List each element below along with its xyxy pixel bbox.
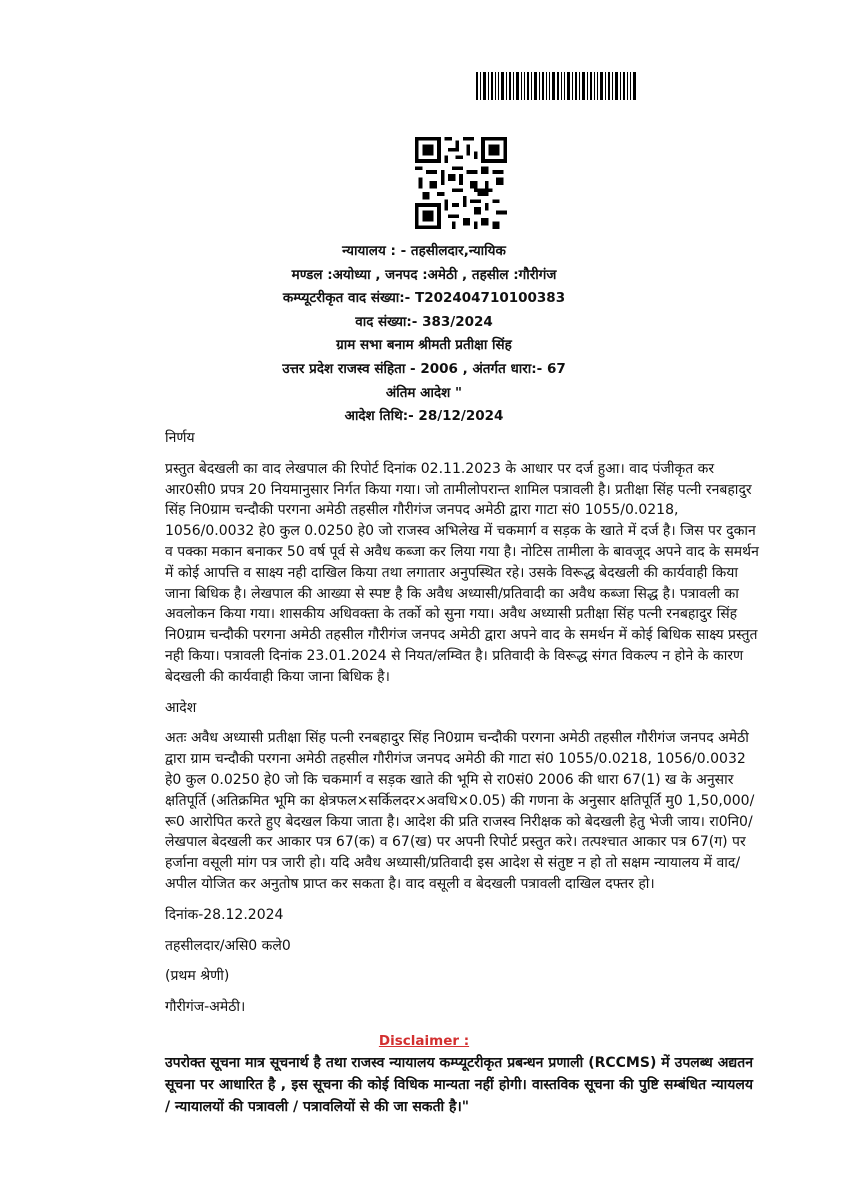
- signature-designation: तहसीलदार/असि0 कले0: [165, 937, 291, 954]
- act-section: उत्तर प्रदेश राजस्व संहिता - 2006 , अंतर्गत धारा:- 67: [282, 360, 566, 377]
- case-number: वाद संख्या:- 383/2024: [355, 313, 493, 330]
- disclaimer-text: उपरोक्त सूचना मात्र सूचनार्थ है तथा राजस्व न्यायालय कम्प्यूटरीकृत प्रबन्धन प्रणाली (RCCMS) में उपलब्ध अद्यतन सूचना पर आधारित है , इस सूचना की कोई विधिक मान्यता नहीं होगी। वास्तविक सूचना की पुष्टि सम्बंधित न्यायलय / न्यायालयों की पत्रावली / पत्रावलियों से की जा सकती है।": [165, 1055, 753, 1115]
- court-name: न्यायालय : - तहसीलदार,न्यायिक: [342, 243, 506, 259]
- decision-heading: निर्णय: [165, 430, 195, 446]
- case-header: [0, 240, 848, 429]
- division-district-tehsil: मण्डल :अयोध्या , जनपद :अमेठी , तहसील :गौरीगंज: [291, 266, 557, 283]
- order-heading: आदेश: [165, 699, 197, 716]
- order-type: अंतिम आदेश ": [385, 384, 463, 401]
- signature-date: दिनांक-28.12.2024: [165, 906, 284, 923]
- disclaimer-title: Disclaimer :: [378, 1033, 470, 1049]
- case-parties: ग्राम सभा बनाम श्रीमती प्रतीक्षा सिंह: [336, 337, 512, 354]
- qr-code: [415, 137, 507, 229]
- order-date: आदेश तिथि:- 28/12/2024: [344, 408, 504, 425]
- decision-text: प्रस्तुत बेदखली का वाद लेखपाल की रिपोर्ट दिनांक 02.11.2023 के आधार पर दर्ज हुआ। वाद पंजीकृत कर आर0सी0 प्रपत्र 20 नियमानुसार निर्गत किया गया। जो तामीलोपरान्त शामिल पत्रावली है। प्रतीक्षा सिंह पत्नी रनबहादुर सिंह नि0ग्राम चन्दौकी परगना अमेठी तहसील गौरीगंज जनपद अमेठी द्वारा गाटा सं0 1055/0.0218, 1056/0.0032 हे0 कुल 0.0250 हे0 जो राजस्व अभिलेख में चकमार्ग व सड़क के खाते में दर्ज है। जिस पर दुकान व पक्का मकान बनाकर 50 वर्ष पूर्व से अवैध कब्जा कर लिया गया है। नोटिस तामीला के बावजूद अपने वाद के समर्थन में कोई आपत्ति व साक्ष्य नही दाखिल किया तथा लगातार अनुपस्थित रहे। उसके विरूद्ध बेदखली की कार्यवाही किया जाना बिधिक है। लेखपाल की आख्या से स्पष्ट है कि अवैध अध्यासी/प्रतिवादी का अवैध कब्जा सिद्ध है। पत्रावली का अवलोकन किया गया। शासकीय अधिवक्ता के तर्को को सुना गया। अवैध अध्यासी प्रतीक्षा सिंह पत्नी रनबहादुर सिंह नि0ग्राम चन्दौकी परगना अमेठी तहसील गौरीगंज जनपद अमेठी द्वारा अपने वाद के समर्थन में कोई बिधिक साक्ष्य प्रस्तुत नही किया। पत्रावली दिनांक 23.01.2024 से नियत/लम्वित है। प्रतिवादी के विरूद्ध संगत विकल्प न होने के कारण बेदखली की कार्यवाही किया जाना बिधिक है।: [165, 460, 759, 685]
- barcode: [476, 72, 636, 100]
- computerized-case-number: कम्प्यूटरीकृत वाद संख्या:- T202404710100383: [282, 290, 566, 307]
- signature-grade: (प्रथम श्रेणी): [165, 968, 230, 985]
- order-text: अतः अवैध अध्यासी प्रतीक्षा सिंह पत्नी रनबहादुर सिंह नि0ग्राम चन्दौकी परगना अमेठी तहसील गौरीगंज जनपद अमेठी द्वारा ग्राम चन्दौकी परगना अमेठी तहसील गौरीगंज जनपद अमेठी की गाटा सं0 1055/0.0218, 1056/0.0032 हे0 कुल 0.0250 हे0 जो कि चकमार्ग व सड़क खाते की भूमि से रा0सं0 2006 की धारा 67(1) ख के अनुसार क्षतिपूर्ति (अतिक्रमित भूमि का क्षेत्रफल×सर्किलदर×अवधि×0.05) की गणना के अनुसार क्षतिपूर्ति मु0 1,50,000/रू0 आरोपित करते हुए बेदखल किया जाता है। आदेश की प्रति राजस्व निरीक्षक को बेदखली हेतु भेजी जाय। रा0नि0/लेखपाल बेदखली कर आकार पत्र 67(क) व 67(ख) पर अपनी रिपोर्ट प्रस्तुत करे। तत्पश्चात आकार पत्र 67(ग) पर हर्जाना वसूली मांग पत्र जारी हो। यदि अवैध अध्यासी/प्रतिवादी इस आदेश से संतुष्ट न हो तो सक्षम न्यायालय में वाद/अपील योजित कर अनुतोष प्राप्त कर सकता है। वाद वसूली व बेदखली पत्रावली दाखिल दफ्तर हो।: [165, 730, 755, 892]
- signature-place: गौरीगंज-अमेठी।: [165, 999, 246, 1016]
- judgment-body: [165, 428, 765, 1028]
